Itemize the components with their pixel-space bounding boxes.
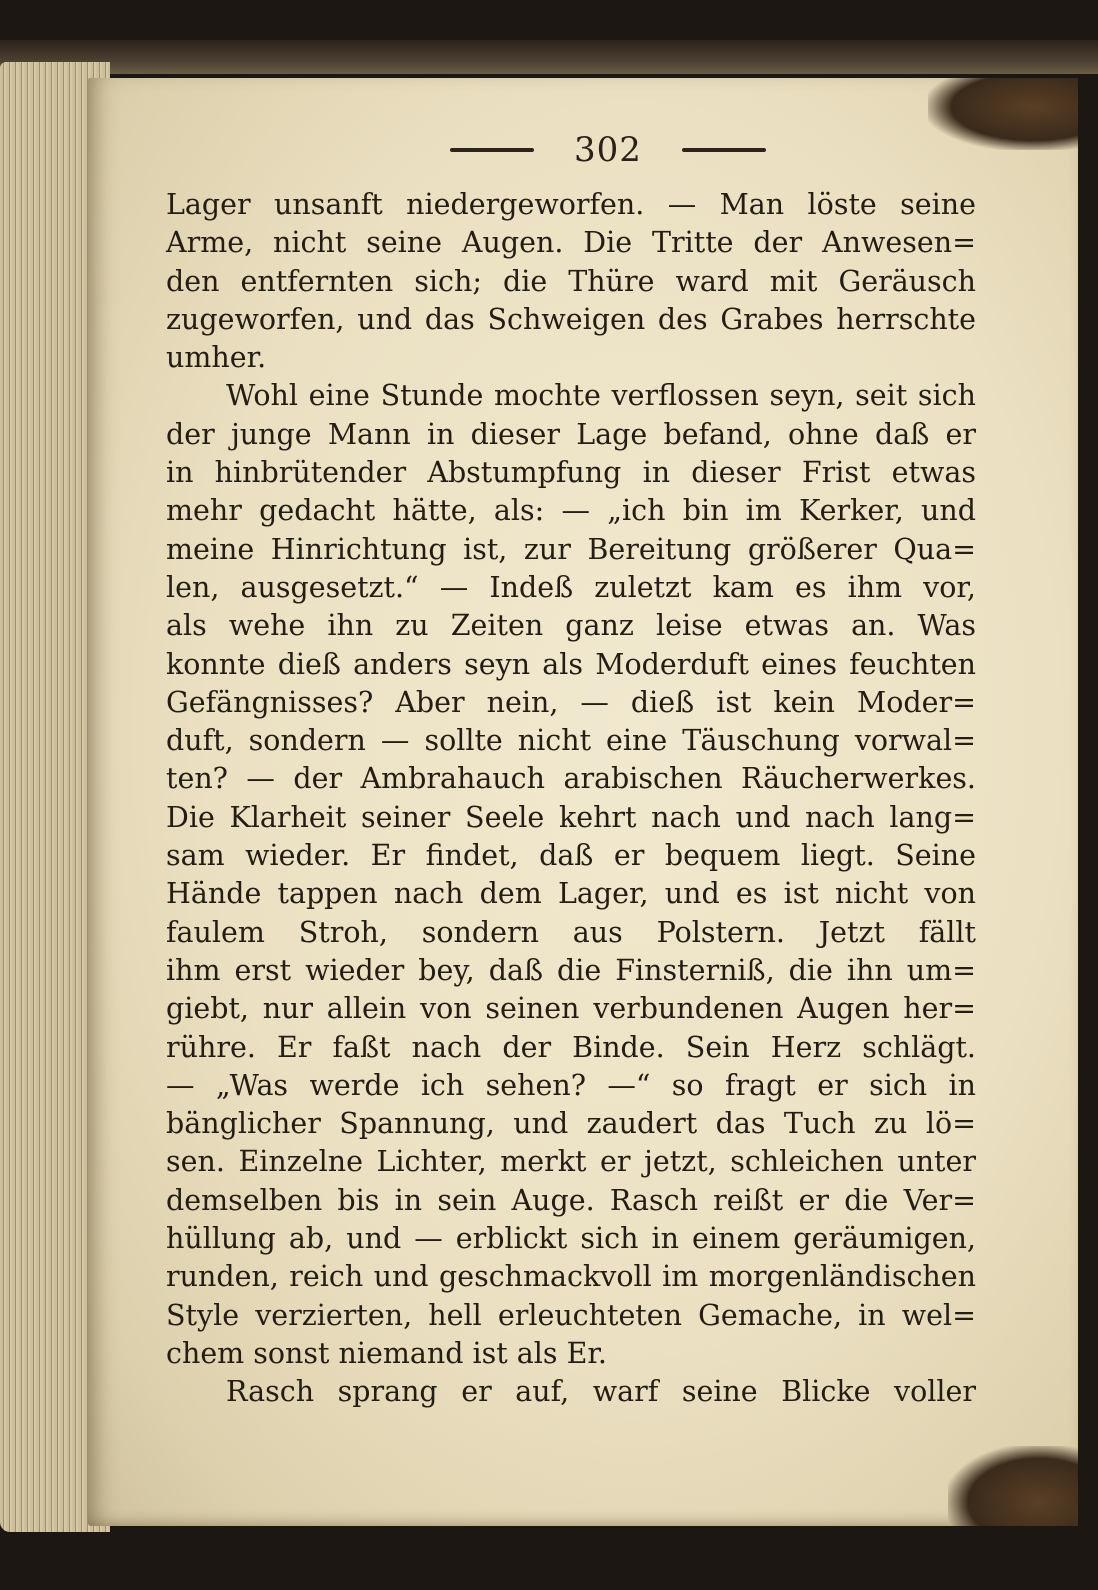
page-header (398, 130, 818, 170)
text-line: Gefängnisses? Aber nein, — dieß ist kein Moder= (166, 685, 976, 719)
text-line: Rasch sprang er auf, warf seine Blicke voller (226, 1375, 976, 1409)
text-line: duft, sondern — sollte nicht eine Täuschung vorwal= (166, 724, 976, 758)
text-line: in hinbrütender Abstumpfung in dieser Frist etwas (166, 456, 976, 490)
text-line: umher. (166, 341, 267, 375)
text-line: der junge Mann in dieser Lage befand, ohne daß er (166, 417, 976, 451)
header-rule-left (450, 148, 534, 152)
text-line: runden, reich und geschmackvoll im morgenländischen (166, 1260, 976, 1294)
body-text (166, 186, 976, 1412)
text-line: len, ausgesetzt.“ — Indeß zuletzt kam es ihm vor, (166, 570, 976, 604)
text-line: bänglicher Spannung, und zaudert das Tuch zu lö= (166, 1107, 976, 1141)
text-line: den entfernten sich; die Thüre ward mit Geräusch (166, 264, 976, 298)
text-line: meine Hinrichtung ist, zur Bereitung größerer Qua= (166, 532, 976, 566)
text-line: ihm erst wieder bey, daß die Finsterniß, die ihn um= (166, 953, 976, 987)
book-cover-edge (0, 40, 1098, 74)
book-page (88, 78, 1078, 1526)
text-line: mehr gedacht hätte, als: — „ich bin im Kerker, und (166, 494, 976, 528)
text-line: chem sonst niemand ist als Er. (166, 1336, 607, 1370)
text-line: faulem Stroh, sondern aus Polstern. Jetzt fällt (166, 915, 976, 949)
text-line: Die Klarheit seiner Seele kehrt nach und nach lang= (166, 800, 976, 834)
text-line: Arme, nicht seine Augen. Die Tritte der Anwesen= (166, 226, 976, 260)
header-rule-right (682, 148, 766, 152)
text-line: demselben bis in sein Auge. Rasch reißt er die Ver= (166, 1183, 976, 1217)
corner-damage-bottom (948, 1446, 1078, 1526)
corner-damage (928, 78, 1078, 150)
text-line: als wehe ihn zu Zeiten ganz leise etwas an. Was (166, 609, 976, 643)
text-line: rühre. Er faßt nach der Binde. Sein Herz schlägt. (166, 1030, 976, 1064)
text-line: — „Was werde ich sehen? —“ so fragt er sich in (166, 1068, 976, 1102)
text-line: giebt, nur allein von seinen verbundenen Augen her= (166, 992, 976, 1026)
text-line: Wohl eine Stunde mochte verflossen seyn, seit sich (226, 379, 976, 413)
text-line: Lager unsanft niedergeworfen. — Man löste seine (166, 188, 976, 221)
page-number: 302 (574, 130, 642, 170)
text-line: konnte dieß anders seyn als Moderduft eines feuchten (166, 647, 976, 681)
text-line: Style verzierten, hell erleuchteten Gemache, in wel= (166, 1298, 976, 1332)
text-line: ten? — der Ambrahauch arabischen Räucherwerkes. (166, 762, 976, 796)
text-line: sam wieder. Er findet, daß er bequem liegt. Seine (166, 839, 976, 873)
text-line: hüllung ab, und — erblickt sich in einem geräumigen, (166, 1222, 976, 1256)
text-line: zugeworfen, und das Schweigen des Grabes herrschte (166, 302, 976, 336)
text-line: Hände tappen nach dem Lager, und es ist nicht von (166, 877, 976, 911)
text-line: sen. Einzelne Lichter, merkt er jetzt, schleichen unter (166, 1145, 976, 1179)
